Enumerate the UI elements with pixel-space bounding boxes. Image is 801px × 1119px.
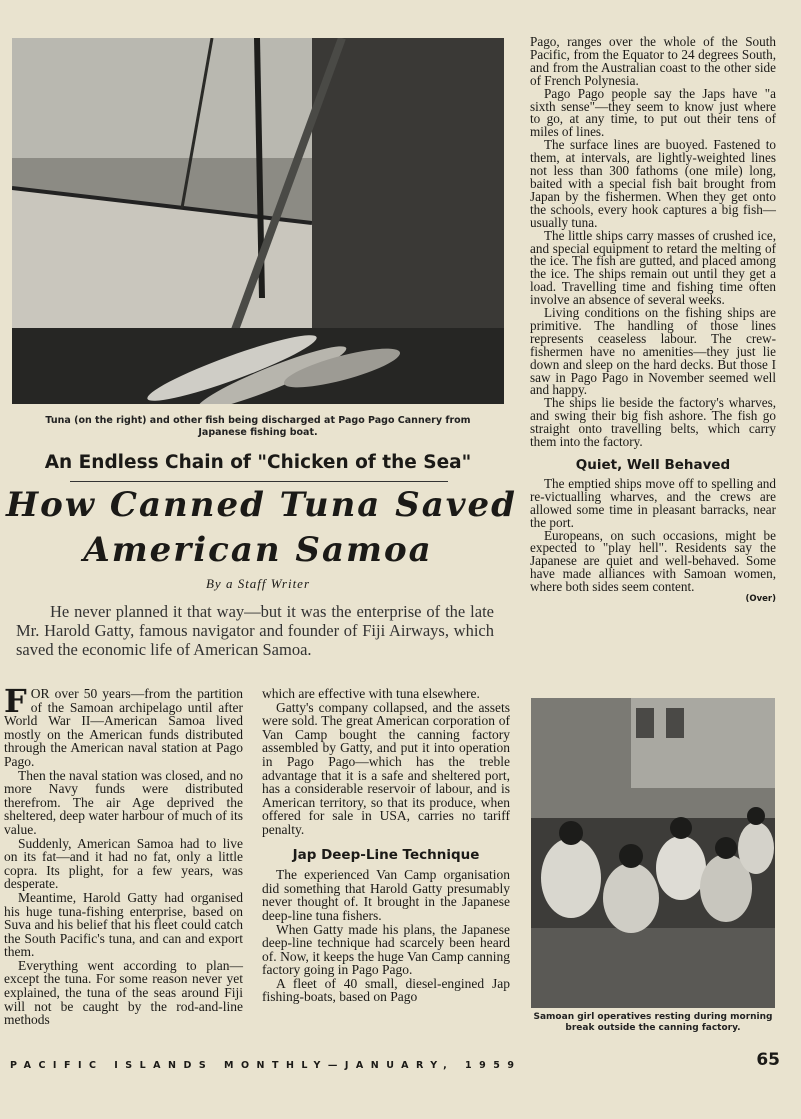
col1-paragraph-3: Suddenly, American Samoa had to live on its fat—and it had no fat, only a little copra. Its plight, for a few years, was desperate. xyxy=(4,835,243,892)
col3-paragraph-3: The surface lines are buoyed. Fastened to them, at intervals, are lightly-weighted lines not less than 300 fathoms (one mile) long, baited with a special fish bait brought from Japan by the fishermen. When they get onto the schools, every hook captures a big fish—usually tuna. xyxy=(530,137,776,230)
headline-line-2: American Samoa xyxy=(83,530,433,570)
col1-paragraph-5: Everything went according to plan—except the tuna. For some reason never yet explained, the tuna of the seas around Fiji will not be caught by the rod-and-line methods xyxy=(4,957,243,1028)
col3-paragraph-6: The ships lie beside the factory's wharves, and swing their big fish ashore. The fish go straight onto travelling belts, which carry them into the factory. xyxy=(530,395,776,450)
col3-paragraph-2: Pago Pago people say the Japs have "a sixth sense"—they seem to know just where to go, at any time, to put out their tens of miles of lines. xyxy=(530,85,776,140)
column-2 xyxy=(262,687,510,1004)
col3-paragraph-4: The little ships carry masses of crushed ice, and special equipment to retard the melting of the ice. The fish are gutted, and placed among the ice. The ships remain out until they get a load. Travelling time and fishing time often involve an absence of several weeks. xyxy=(530,227,776,308)
footer-publication: PACIFIC ISLANDS MONTHLY—JANUARY, 1959 xyxy=(10,1060,522,1071)
drop-cap: F xyxy=(4,682,27,720)
intro-paragraph: He never planned it that way—but it was the enterprise of the late Mr. Harold Gatty, famous navigator and founder of Fiji Airways, which saved the economic life of American Samoa. xyxy=(16,602,494,659)
col2-subheading: Jap Deep-Line Technique xyxy=(292,846,480,863)
headline-line-1: How Canned Tuna Saved xyxy=(6,485,517,525)
col1-paragraph-2: Then the naval station was closed, and no more Navy funds were distributed therefrom. The air Age deprived the sheltered, deep water harbour of much of its value. xyxy=(4,767,243,837)
col3-paragraph-8: Europeans, on such occasions, might be expected to "play hell". Residents say the Japanese are quiet and well-behaved. Some have made alliances with Samoan women, where both sides seem content. xyxy=(530,527,776,595)
column-1 xyxy=(4,682,243,1028)
col2-paragraph-5: A fleet of 40 small, diesel-engined Jap fishing-boats, based on Pago xyxy=(262,975,510,1005)
col3-paragraph-5: Living conditions on the fishing ships are primitive. The handling of those lines represents ceaseless labour. The crew-fishermen have no amenities—they just lie down and sleep on the hard decks. But those I saw in Pago Pago in November seemed well and happy. xyxy=(530,305,776,398)
col3-subheading: Quiet, Well Behaved xyxy=(575,457,731,473)
page-number: 65 xyxy=(756,1050,780,1070)
samoan-girls-photo xyxy=(531,698,775,1008)
col2-paragraph-2: Gatty's company collapsed, and the assets were sold. The great American corporation of Van Camp bought the canning factory assembled by Gatty, and put it into operation in Pago Pago—which has the treble advantage that it is a safe and sheltered port, has a considerable reservoir of labour, and is American territory, so that its produce, when offered for sale in USA, carries no tariff penalty. xyxy=(262,699,510,837)
col3-paragraph-7: The emptied ships move off to spelling and re-victualling wharves, and the crews are allowed some time in pleasant barracks, near the port. xyxy=(530,475,776,530)
kicker-rule xyxy=(70,481,448,482)
col2-paragraph-1: which are effective with tuna elsewhere. xyxy=(262,686,480,701)
col2-paragraph-4: When Gatty made his plans, the Japanese deep-line technique had scarcely been heard of. Now, it keeps the huge Van Camp canning factory going in Pago Pago. xyxy=(262,921,510,978)
kicker-heading: An Endless Chain of "Chicken of the Sea" xyxy=(44,452,472,473)
photo-top xyxy=(12,38,504,404)
photo-right-caption: Samoan girl operatives resting during morning break outside the canning factory. xyxy=(533,1012,773,1033)
col3-paragraph-1: Pago, ranges over the whole of the South Pacific, from the Equator to 24 degrees South, and from the Australian coast to the other side of French Polynesia. xyxy=(530,34,776,88)
fishing-boat-photo xyxy=(12,38,504,404)
col1-paragraph-1: FOR over 50 years—from the partition of the Samoan archipelago until after World War II—American Samoa lived mostly on the American funds distributed through the American naval station at Pago Pago. xyxy=(4,682,243,769)
col2-paragraph-3: The experienced Van Camp organisation did something that Harold Gatty presumably never thought of. It brought in the Japanese deep-line tuna fishers. xyxy=(262,867,510,923)
over-marker: (Over) xyxy=(745,594,776,605)
photo-right xyxy=(531,698,775,1008)
col1-paragraph-4: Meantime, Harold Gatty had organised his huge tuna-fishing enterprise, based on Suva and his belief that his fleet could catch the South Pacific's tuna, and can and export them. xyxy=(4,889,243,960)
column-3 xyxy=(530,36,776,604)
photo-top-caption: Tuna (on the right) and other fish being discharged at Pago Pago Cannery from Japanese fishing boat. xyxy=(45,415,471,438)
byline: By a Staff Writer xyxy=(205,576,311,591)
